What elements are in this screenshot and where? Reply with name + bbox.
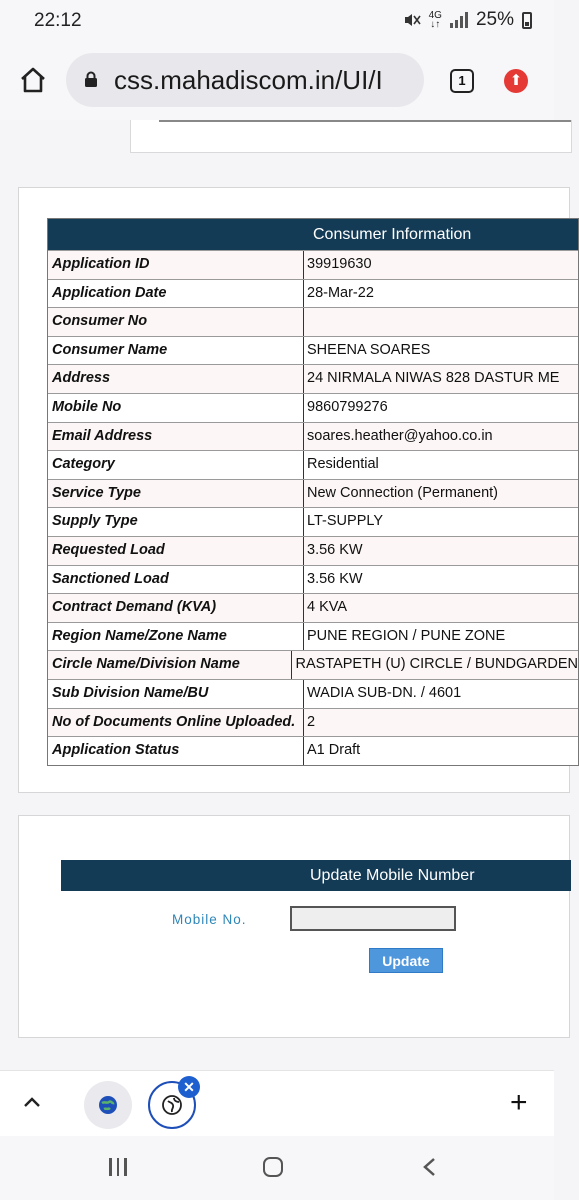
previous-card (130, 120, 572, 153)
home-icon[interactable] (18, 65, 48, 95)
mobile-number-input[interactable] (290, 906, 456, 931)
browser-toolbar (0, 42, 554, 120)
consumer-info-header (48, 219, 578, 250)
recents-icon[interactable] (109, 1158, 127, 1176)
table-row (48, 593, 578, 622)
back-icon[interactable] (422, 1157, 436, 1177)
status-bar (0, 0, 554, 42)
signal-icon (450, 12, 468, 28)
row-label: Application Status (48, 737, 304, 765)
table-row (48, 536, 578, 565)
table-row (48, 250, 578, 279)
network-type: 4G (428, 10, 442, 21)
row-value: New Connection (Permanent) (307, 484, 499, 501)
mobile-no-label: Mobile No. (172, 912, 247, 927)
row-label: Region Name/Zone Name (48, 623, 304, 651)
table-row (48, 736, 578, 765)
update-mobile-header (61, 860, 571, 891)
row-value: 9860799276 (307, 398, 388, 415)
consumer-info-card (18, 187, 578, 793)
divider (159, 120, 571, 122)
consumer-info-table (47, 218, 579, 766)
row-value: soares.heather@yahoo.co.in (307, 427, 493, 444)
update-mobile-title: Update Mobile Number (310, 867, 475, 884)
status-icons (403, 9, 532, 31)
globe-icon (98, 1095, 118, 1115)
table-row (48, 679, 578, 708)
row-value: WADIA SUB-DN. / 4601 (307, 684, 462, 701)
table-row (48, 422, 578, 451)
row-value: RASTAPETH (U) CIRCLE / BUNDGARDEN (295, 656, 578, 673)
update-mobile-card (18, 815, 570, 1038)
row-label: Service Type (48, 480, 304, 508)
system-nav-bar (0, 1136, 554, 1200)
close-tab-icon[interactable]: ✕ (178, 1076, 200, 1098)
globe-icon (162, 1095, 182, 1115)
lock-icon (84, 71, 98, 87)
row-label: Sanctioned Load (48, 566, 304, 594)
update-button[interactable]: Update (369, 948, 443, 973)
network-indicator (429, 11, 442, 29)
tab-switcher-button[interactable]: 1 (450, 69, 474, 93)
table-row (48, 622, 578, 651)
row-value: Residential (307, 456, 379, 473)
consumer-info-rows (48, 250, 578, 765)
table-row (48, 307, 578, 336)
row-label: Supply Type (48, 508, 304, 536)
table-row (48, 507, 578, 536)
row-label: Application ID (48, 251, 304, 279)
row-label: Application Date (48, 280, 304, 308)
chevron-up-icon[interactable] (22, 1093, 42, 1113)
row-value: 3.56 KW (307, 541, 363, 558)
nav-home-icon[interactable] (263, 1157, 283, 1177)
row-label: Requested Load (48, 537, 304, 565)
tab-strip (0, 1070, 554, 1137)
address-bar[interactable] (66, 53, 424, 107)
row-label: Sub Division Name/BU (48, 680, 304, 708)
table-row (48, 708, 578, 737)
table-row (48, 565, 578, 594)
update-arrow-icon[interactable]: ⬆ (504, 69, 528, 93)
mute-icon (403, 11, 421, 29)
row-value: 4 KVA (307, 599, 348, 616)
row-label: Contract Demand (KVA) (48, 594, 304, 622)
row-label: Category (48, 451, 304, 479)
row-label: No of Documents Online Uploaded. (48, 709, 304, 737)
row-value (304, 308, 578, 336)
consumer-info-title: Consumer Information (313, 226, 472, 243)
url-text: css.mahadiscom.in/UI/I (114, 65, 383, 95)
row-label: Email Address (48, 423, 304, 451)
page-content (0, 120, 578, 1070)
row-value: 24 NIRMALA NIWAS 828 DASTUR ME (307, 370, 560, 387)
tab-thumbnail[interactable] (84, 1081, 132, 1129)
table-row (48, 336, 578, 365)
status-time: 22:12 (34, 10, 82, 31)
battery-icon (522, 12, 532, 29)
new-tab-plus-icon[interactable]: + (510, 1086, 528, 1119)
table-row (48, 364, 578, 393)
table-row (48, 650, 578, 679)
row-value: A1 Draft (307, 742, 361, 759)
battery-percent: 25% (475, 9, 514, 30)
row-label: Consumer No (48, 308, 304, 336)
table-row (48, 479, 578, 508)
row-value: PUNE REGION / PUNE ZONE (307, 627, 506, 644)
table-row (48, 393, 578, 422)
row-value: 2 (307, 713, 316, 730)
row-value: 28-Mar-22 (307, 284, 374, 301)
row-label: Address (48, 365, 304, 393)
table-row (48, 279, 578, 308)
row-label: Circle Name/Division Name (48, 651, 292, 679)
row-value: SHEENA SOARES (307, 341, 431, 358)
row-label: Mobile No (48, 394, 304, 422)
data-arrows-icon: ↓↑ (430, 19, 441, 30)
row-value: LT-SUPPLY (307, 513, 384, 530)
table-row (48, 450, 578, 479)
row-label: Consumer Name (48, 337, 304, 365)
row-value: 39919630 (307, 256, 372, 272)
row-value: 3.56 KW (307, 570, 363, 587)
